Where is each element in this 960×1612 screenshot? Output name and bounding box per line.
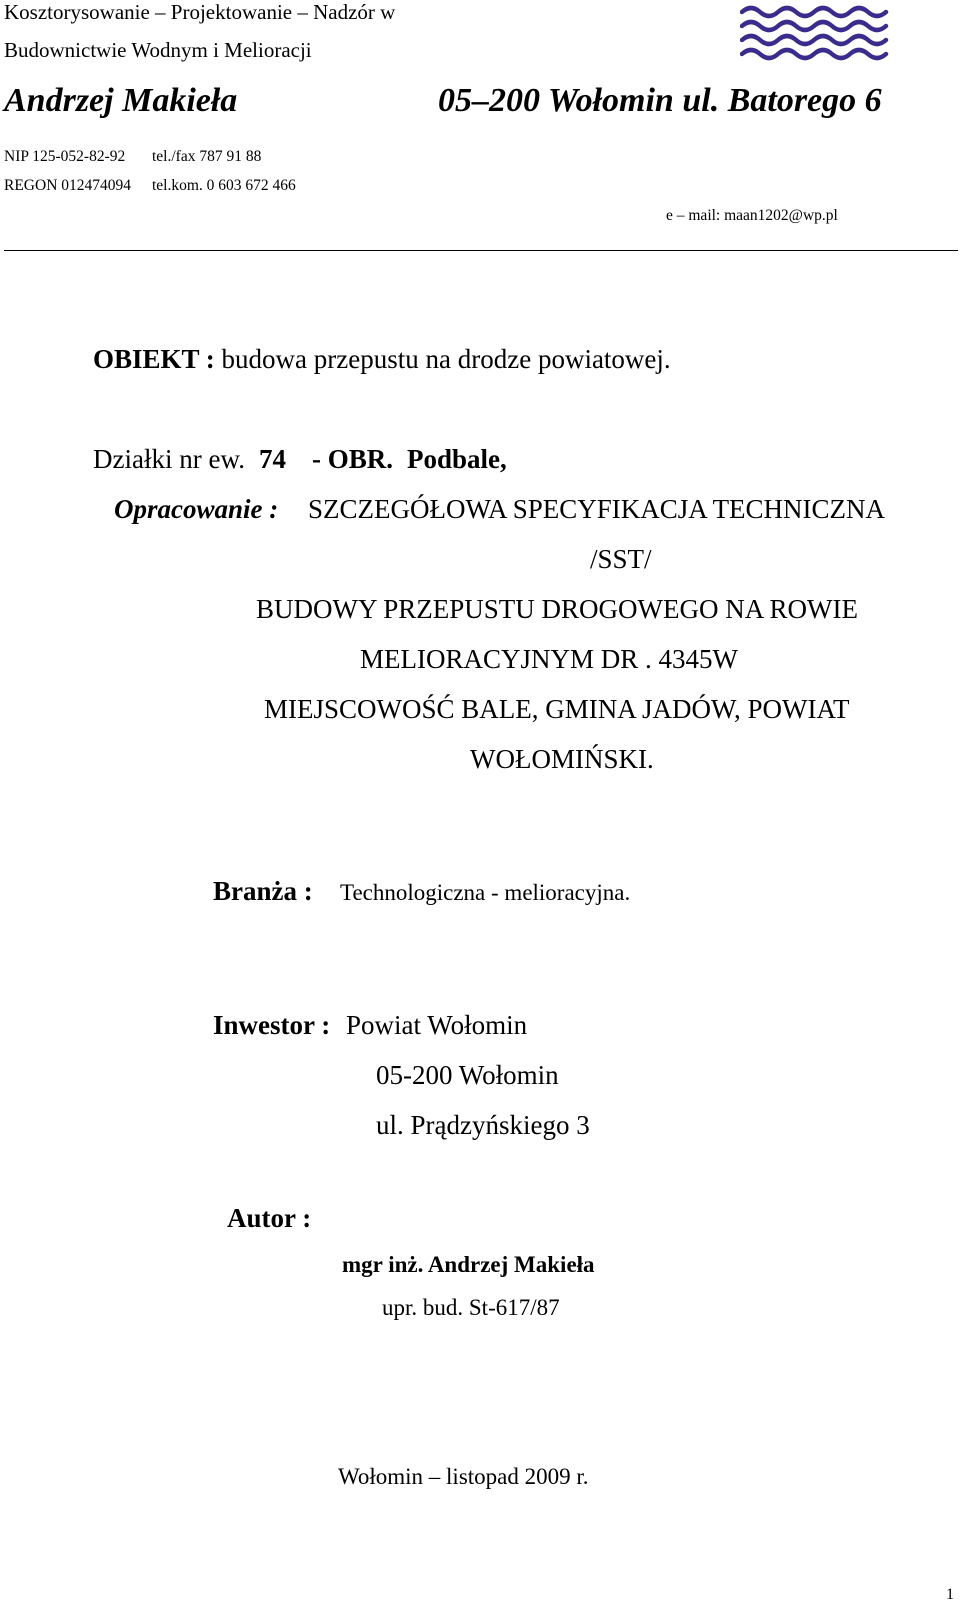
header-divider: [4, 250, 958, 251]
dzialki-line: [93, 444, 507, 475]
wave-logo-icon: [740, 4, 890, 62]
tel-mobile: tel.kom. 0 603 672 466: [152, 177, 296, 194]
company-name-line2: Budownictwie Wodnym i Melioracji: [4, 38, 312, 62]
opracowanie-line: MELIORACYJNYM DR . 4345W: [360, 644, 738, 674]
branza-value: Technologiczna - melioracyjna.: [340, 880, 631, 905]
dzialki-label: Działki nr ew.: [93, 444, 245, 474]
branza-label: Branża :: [213, 876, 313, 906]
document-date: Wołomin – listopad 2009 r.: [338, 1464, 589, 1489]
opracowanie-line: /SST/: [590, 544, 652, 574]
opracowanie-line: WOŁOMIŃSKI.: [470, 744, 654, 774]
email-address: e – mail: maan1202@wp.pl: [666, 207, 838, 224]
opracowanie-line: BUDOWY PRZEPUSTU DROGOWEGO NA ROWIE: [256, 594, 858, 624]
autor-uprawnienia: upr. bud. St-617/87: [382, 1295, 560, 1320]
page-number: 1: [946, 1586, 954, 1603]
opracowanie-line: SZCZEGÓŁOWA SPECYFIKACJA TECHNICZNA: [308, 494, 886, 524]
inwestor-postal: 05-200 Wołomin: [376, 1060, 559, 1090]
obr-label: - OBR.: [311, 444, 393, 474]
inwestor-street: ul. Prądzyńskiego 3: [376, 1110, 590, 1140]
dzialki-number: 74: [258, 444, 286, 474]
inwestor-label: Inwestor :: [213, 1010, 331, 1040]
nip-number: NIP 125-052-82-92: [4, 148, 126, 165]
inwestor-name: Powiat Wołomin: [346, 1010, 528, 1040]
company-name-line1: Kosztorysowanie – Projektowanie – Nadzór w: [4, 0, 396, 24]
obiekt-value: budowa przepustu na drodze powiatowej.: [221, 344, 671, 374]
company-address: 05–200 Wołomin ul. Batorego 6: [438, 82, 882, 119]
owner-name: Andrzej Makieła: [4, 82, 238, 119]
obiekt-line: [93, 344, 671, 375]
obr-place: Podbale,: [406, 444, 507, 474]
obiekt-label: OBIEKT :: [93, 344, 215, 374]
tel-fax: tel./fax 787 91 88: [152, 148, 262, 165]
regon-number: REGON 012474094: [4, 177, 132, 194]
autor-name: mgr inż. Andrzej Makieła: [342, 1252, 595, 1277]
autor-label: Autor :: [227, 1203, 312, 1233]
opracowanie-label: Opracowanie :: [114, 494, 279, 524]
opracowanie-line: MIEJSCOWOŚĆ BALE, GMINA JADÓW, POWIAT: [264, 694, 850, 724]
